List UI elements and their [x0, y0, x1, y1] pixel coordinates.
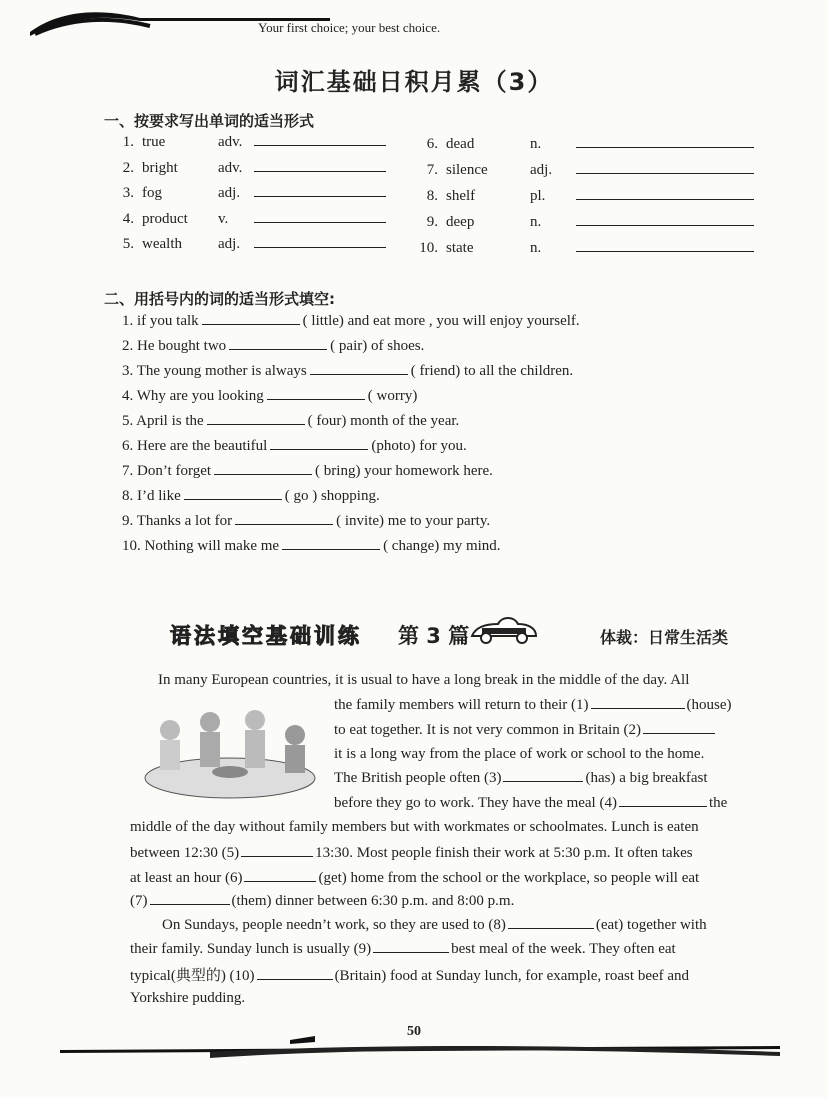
answer-blank[interactable] [576, 161, 754, 174]
answer-blank[interactable] [235, 512, 333, 525]
answer-blank[interactable] [619, 794, 707, 807]
answer-blank[interactable] [503, 769, 583, 782]
vocab-item: 10. state n. [416, 239, 754, 257]
vocab-item: 6. dead n. [416, 135, 754, 153]
section1-heading: 一、按要求写出单词的适当形式 [104, 112, 315, 130]
fill-item: 5. April is the ( four) month of the year. [122, 413, 460, 429]
answer-blank[interactable] [254, 184, 386, 197]
footer-swoosh-graphic [60, 1036, 780, 1060]
passage-line: it is a long way from the place of work or school to the home. [334, 746, 705, 762]
passage-line: (7) (them) dinner between 6:30 p.m. and 8:00 p.m. [130, 893, 515, 909]
passage-line: at least an hour (6) (get) home from the school or the workplace, so people will eat [130, 870, 700, 886]
vocab-item: 1. true adv. [112, 133, 386, 151]
fill-item: 8. I’d like ( go ) shopping. [122, 488, 380, 504]
vocab-item: 7. silence adj. [416, 161, 754, 179]
answer-blank[interactable] [282, 537, 380, 550]
section3-title: 语法填空基础训练 [170, 624, 362, 648]
passage-line: On Sundays, people needn’t work, so they are used to (8) (eat) together with [162, 917, 707, 933]
fill-item: 9. Thanks a lot for ( invite) me to your party. [122, 513, 491, 529]
answer-blank[interactable] [241, 844, 313, 857]
passage-line: In many European countries, it is usual to have a long break in the middle of the day. All [158, 672, 690, 688]
passage-line: typical(典型的) (10) (Britain) food at Sunday lunch, for example, roast beef and [130, 968, 690, 984]
answer-blank[interactable] [373, 940, 449, 953]
answer-blank[interactable] [267, 387, 365, 400]
header-slogan: Your first choice; your best choice. [258, 20, 441, 35]
answer-blank[interactable] [591, 696, 685, 709]
answer-blank[interactable] [214, 462, 312, 475]
fill-item: 10. Nothing will make me ( change) my mind. [122, 538, 501, 554]
passage-line: middle of the day without family members but with workmates or schoolmates. Lunch is eaten [130, 819, 699, 835]
answer-blank[interactable] [576, 135, 754, 148]
answer-blank[interactable] [270, 437, 368, 450]
vocab-item: 5. wealth adj. [112, 235, 386, 253]
answer-blank[interactable] [229, 337, 327, 350]
answer-blank[interactable] [254, 210, 386, 223]
fill-item: 4. Why are you looking ( worry) [122, 388, 418, 404]
vocab-item: 8. shelf pl. [416, 187, 754, 205]
answer-blank[interactable] [150, 892, 230, 905]
answer-blank[interactable] [254, 133, 386, 146]
answer-blank[interactable] [576, 213, 754, 226]
answer-blank[interactable] [244, 869, 316, 882]
fill-item: 6. Here are the beautiful (photo) for you. [122, 438, 467, 454]
answer-blank[interactable] [576, 239, 754, 252]
answer-blank[interactable] [184, 487, 282, 500]
car-icon [468, 612, 540, 646]
answer-blank[interactable] [202, 312, 300, 325]
fill-item: 7. Don’t forget ( bring) your homework here. [122, 463, 493, 479]
vocab-item: 2. bright adv. [112, 159, 386, 177]
vocab-item: 9. deep n. [416, 213, 754, 231]
fill-item: 1. if you talk ( little) and eat more , you will enjoy yourself. [122, 313, 580, 329]
passage-line: Yorkshire pudding. [130, 990, 246, 1006]
passage-line: The British people often (3) (has) a big breakfast [334, 770, 708, 786]
answer-blank[interactable] [207, 412, 305, 425]
page-number: 50 [407, 1024, 421, 1039]
answer-blank[interactable] [643, 721, 715, 734]
vocab-item: 3. fog adj. [112, 184, 386, 202]
passage-line: between 12:30 (5) 13:30. Most people finish their work at 5:30 p.m. It often takes [130, 845, 693, 861]
answer-blank[interactable] [508, 916, 594, 929]
section3-number: 第 3 篇 [398, 624, 470, 648]
answer-blank[interactable] [254, 159, 386, 172]
vocab-item: 4. product v. [112, 210, 386, 228]
passage-line: the family members will return to their (1) (house) [334, 697, 732, 713]
answer-blank[interactable] [310, 362, 408, 375]
answer-blank[interactable] [576, 187, 754, 200]
answer-blank[interactable] [254, 235, 386, 248]
genre-label: 体裁：日常生活类 [600, 628, 729, 647]
section2-heading: 二、用括号内的词的适当形式填空: [104, 290, 336, 308]
family-dinner-illustration [130, 700, 330, 810]
passage-line: before they go to work. They have the meal (4) the [334, 795, 728, 811]
passage-line: their family. Sunday lunch is usually (9) best meal of the week. They often eat [130, 941, 676, 957]
answer-blank[interactable] [257, 967, 333, 980]
page-title: 词汇基础日积月累（3） [274, 68, 554, 96]
passage-line: to eat together. It is not very common in Britain (2) [334, 721, 717, 739]
fill-item: 2. He bought two ( pair) of shoes. [122, 338, 425, 354]
fill-item: 3. The young mother is always ( friend) to all the children. [122, 363, 574, 379]
